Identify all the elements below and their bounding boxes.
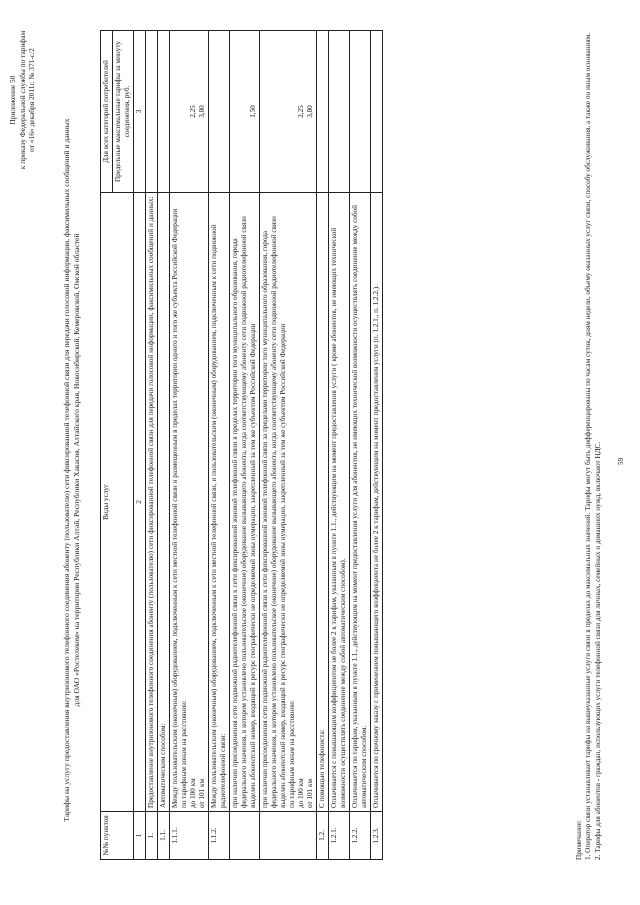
row-number: 1.1.2.: [209, 812, 230, 860]
row-number: 1.2.3.: [371, 812, 383, 860]
colnum-1: 1: [134, 812, 146, 860]
table-row: [146, 31, 158, 860]
row-number: 1.1.1.: [170, 812, 209, 860]
document-title: Тарифы на услугу предоставления внутризонового телефонного соединения абоненту (пользователю) сети фиксированной телефонной связи для передачи голосовой информации, факсимильных сообщений и данных для ОАО «Ростелеком» на территории Республики Алтай, Республики Хакасия, Алтайского края, Новосибирской, Кемеровской, Омской областей: [62, 118, 81, 822]
tariff-table: [100, 30, 383, 860]
header-group: Для всех категорий потребителей: [101, 31, 113, 193]
tariff-value: [180, 34, 189, 189]
row-tariff: [329, 31, 350, 193]
appendix-header: [8, 10, 37, 190]
tariff-value: 3,80: [306, 105, 314, 118]
row-service: [260, 193, 317, 812]
row-number: [260, 812, 317, 860]
notes: [575, 30, 603, 860]
row-tariff: [170, 31, 209, 193]
row-service: [158, 193, 170, 812]
table-row: [170, 31, 209, 860]
tariff-table-body: [146, 31, 383, 860]
colnum-2: 2: [134, 193, 146, 812]
appendix-number: Приложение 50: [8, 75, 17, 125]
table-row: [158, 31, 170, 860]
table-row: [317, 31, 329, 860]
service-text: Автоматическим способом:: [159, 723, 167, 808]
tariff-value: 2,25: [189, 105, 197, 118]
row-tariff: [209, 31, 230, 193]
service-text: Оплачивается по срочному заказу с применением повышающего коэффициента не более 2 к тарифам, действующим на момент предоставления услуги (п. 1.2.1., п. 1.2.2.).: [372, 285, 380, 808]
row-service: [350, 193, 371, 812]
row-service: [230, 193, 260, 812]
row-tariff: [350, 31, 371, 193]
service-text: Предоставление внутризонового телефонного соединения абоненту (пользователю) сети фиксированной телефонной связи для передачи голосовой информации, факсимильных сообщений и данных:: [147, 196, 155, 808]
page-number: 59: [617, 457, 625, 465]
row-tariff: [230, 31, 260, 193]
row-service: [329, 193, 350, 812]
tariff-value: [288, 34, 297, 189]
service-text: С помощью телефониста:: [318, 729, 326, 808]
header-price: Предельные максимальные тарифы за минуту соединения, руб.: [113, 31, 134, 193]
row-service: [317, 193, 329, 812]
service-text: Оплачивается по тарифам, указанным в пункте 1.1., действующим на момент предоставления услуги для абонентов, не имеющих технической возможности осуществлять соединение между собой автоматическим способом.: [351, 205, 368, 808]
table-row: [209, 31, 230, 860]
row-number: 1.2.2.: [350, 812, 371, 860]
row-number: 1.: [146, 812, 158, 860]
tariff-value: [171, 34, 180, 189]
row-service: [209, 193, 230, 812]
note-item-1: 1. Оператор связи устанавливает тарифы на вышеуказанные услуги связи в пределах до максимальных значений. Тарифы могут быть дифференцированы по часам суток, дням недели, объему оказанных услуг связи, способу обслуживания, а также по иным основаниям.: [584, 32, 593, 860]
service-text: Оплачивается с повышающим коэффициентом не более 2 к тарифам, указанным в пункте 1.1., действующим на момент предоставления услуги ( кроме абонентов, не имеющих технической возможности осуществлять соединение между собой автоматическим способом).: [330, 227, 347, 808]
table-row: [230, 31, 260, 860]
row-tariff: [146, 31, 158, 193]
service-text: от 101 км: [198, 778, 206, 808]
row-number: 1.2.1.: [329, 812, 350, 860]
service-text: по тарифным зонам на расстоянии:: [180, 700, 188, 808]
table-row: [371, 31, 383, 860]
tariff-value: 2,25: [297, 105, 305, 118]
service-text: от 101 км: [306, 778, 314, 808]
colnum-3: 3: [134, 31, 146, 193]
row-tariff: [158, 31, 170, 193]
notes-heading: Примечание:: [575, 820, 583, 860]
appendix-date: от «16» декабря 2011г. № 371-с/2: [27, 48, 37, 152]
table-row: [350, 31, 371, 860]
service-text: по тарифным зонам на расстоянии:: [288, 700, 296, 808]
row-service: [170, 193, 209, 812]
header-num: №№ пунктов: [101, 812, 134, 860]
note-item-2: 2. Тарифы для абонентов - граждан, использующих услуги телефонной связи для личных, семейных и домашних нужд, включают НДС.: [593, 441, 602, 860]
row-tariff: [371, 31, 383, 193]
row-tariff: [317, 31, 329, 193]
service-text: при наличии присоединения сети подвижной радиотелефонной связи к сети фиксированной зоновой телефонной связи в пределах территории того муниципального образования, города федерального значения, в котором установлено пользовательское (оконечное) оборудование вызывающего абонента, когда соответствующему абоненту сети подвижной радиотелефонной связи выделен абонентский номер, входящий в ресурс географически не определяемой зоны нумерации, закрепленный за тем же субъектом Российской Федерации: [231, 216, 257, 808]
service-text: Между пользовательским (оконечным) оборудованием, подключенным к сети местной телефонной связи и размещенным в пределах территории одного и того же субъекта Российской Федерации: [171, 208, 179, 808]
row-number: 1.2.: [317, 812, 329, 860]
service-text: до 100 км: [297, 778, 305, 808]
service-text: Между пользовательским (оконечным) оборудованием, подключенным к сети местной телефонной связи, и пользовательским (оконечным) оборудованием, подключенным к сети подвижной радиотелефонной связи:: [210, 224, 227, 808]
row-number: [230, 812, 260, 860]
row-tariff: [260, 31, 317, 193]
table-row: [260, 31, 317, 860]
service-text: при наличии присоединения сети подвижной радиотелефонной связи к сети фиксированной зоновой телефонной связи за пределами территории того муниципального образования, города федерального значения, в котором установлено пользовательское (оконечное) оборудование вызывающего абонента, когда соответствующему абоненту сети подвижной радиотелефонной связи выделен абонентский номер, входящий в ресурс географически не определяемой зоны нумерации, закрепленный за тем же субъектом Российской Федерации: [261, 216, 287, 808]
row-service: [146, 193, 158, 812]
tariff-value: 1,50: [249, 105, 257, 118]
service-text: до 100 км: [189, 778, 197, 808]
appendix-order: к приказу Федеральной службы по тарифам: [17, 30, 27, 170]
table-row: [329, 31, 350, 860]
row-number: 1.1.: [158, 812, 170, 860]
tariff-value: [279, 34, 288, 189]
row-service: [371, 193, 383, 812]
header-service: Виды услуг: [101, 193, 134, 812]
tariff-value: 3,80: [198, 105, 206, 118]
